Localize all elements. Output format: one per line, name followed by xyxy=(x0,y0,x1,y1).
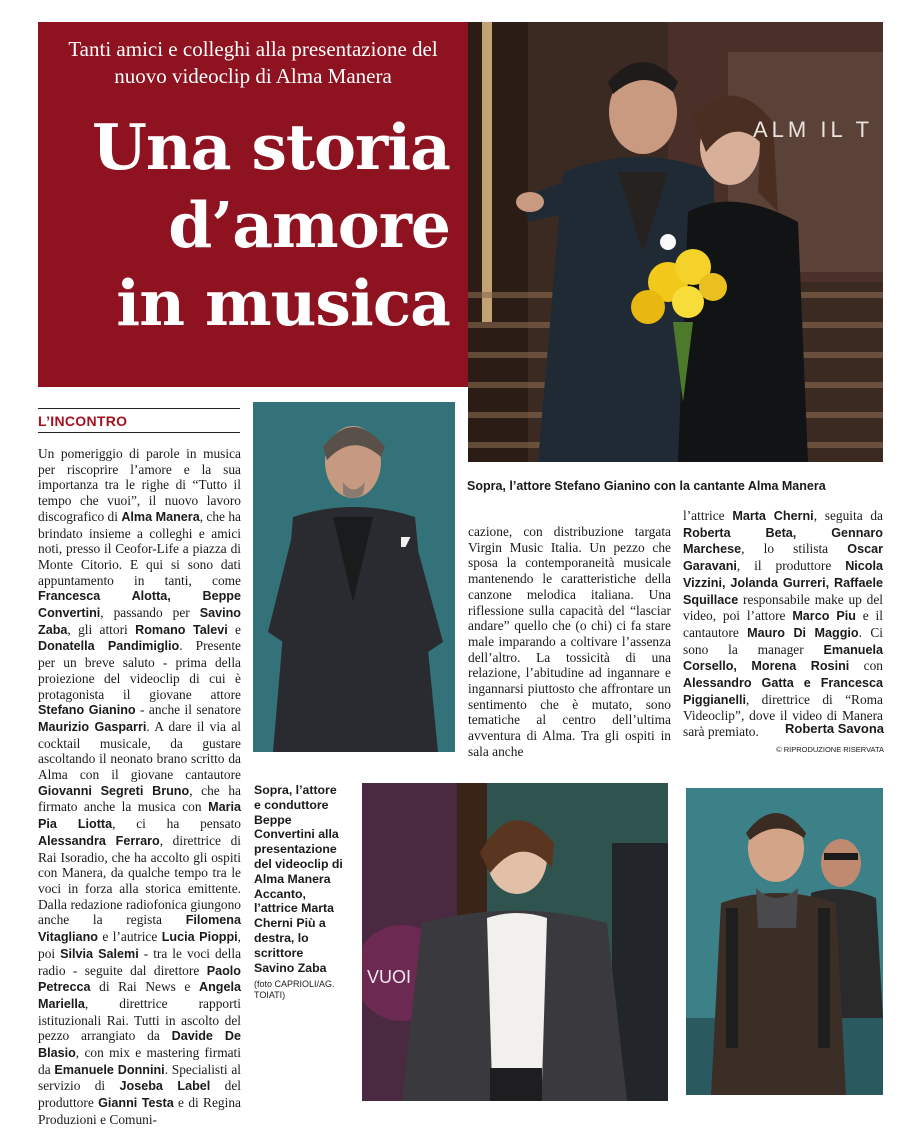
article-column-1 xyxy=(38,446,241,1128)
person-name: Emanuela Corsello, Morena Rosini xyxy=(683,642,883,674)
person-name: Maurizio Gasparri xyxy=(38,719,147,734)
person-name: Alessandro Gatta e Francesca Piggianelli xyxy=(683,676,883,707)
article-text: . A dare il via al cocktail musicale, da gustare ascoltando il neonato brano scritto da Alma con il giovane cantautore xyxy=(38,718,241,783)
person-name: Marta Cherni xyxy=(732,509,814,523)
person-name: Giovanni Segreti Bruno xyxy=(38,783,190,798)
photo-zaba xyxy=(686,788,883,1095)
article-column-2 xyxy=(468,524,671,760)
person-name: Marco Piu xyxy=(792,609,856,624)
person-name: Francesca Alotta, Beppe Convertini xyxy=(38,589,241,621)
person-name: Savino Zaba xyxy=(38,606,241,637)
article-text: , ci ha pensato xyxy=(112,816,241,832)
byline: Roberta Savona xyxy=(785,721,884,736)
photo-cherni xyxy=(362,783,668,1101)
article-text: . Ci sono la manager xyxy=(683,624,883,657)
person-name: Alma Manera xyxy=(121,509,200,524)
person-name: Alessandra Ferraro xyxy=(38,833,160,848)
article-text: con xyxy=(849,658,883,674)
headline-kicker: Tanti amici e colleghi alla presentazione del nuovo videoclip di Alma Manera xyxy=(68,37,438,88)
article-text: e l’autrice xyxy=(97,929,162,945)
person-name: Romano Talevi xyxy=(135,622,228,637)
person-name: Paolo Petrecca xyxy=(38,963,241,995)
signage-text: ALM IL T xyxy=(753,117,874,142)
person-name: Joseba Label xyxy=(119,1079,211,1094)
article-column-3 xyxy=(683,508,883,740)
article-text: l’attrice xyxy=(683,508,733,523)
person-name: Nicola Vizzini, Jolanda Gurreri, Raffaele Squillace xyxy=(683,559,883,607)
person-name: Donatella Pandimiglio xyxy=(38,639,180,654)
article-text: , che ha firmato anche la musica con xyxy=(38,782,241,815)
person-name: Filomena Vitagliano xyxy=(38,913,241,945)
article-text: e il cantautore xyxy=(683,608,883,640)
photo-credit: (foto CAPRIOLI/AG. TOIATI) xyxy=(254,979,335,1001)
person-name: Oscar Garavani xyxy=(683,542,883,574)
article-text: responsabile make up del video, poi l’attore xyxy=(683,591,883,624)
person-name: Stefano Gianino xyxy=(38,703,136,718)
signage-text: VUOI xyxy=(367,967,412,987)
person-name: Maria Pia Liotta xyxy=(38,800,241,832)
person-name: Silvia Salemi xyxy=(60,946,139,961)
article-text: , poi xyxy=(38,929,242,961)
article-text: , il produttore xyxy=(736,558,846,574)
article-text: di Rai News e xyxy=(90,979,199,995)
person-name: Roberta Beta, Gennaro Marchese xyxy=(683,525,883,557)
article-text: cazione, con distribuzione targata Virgin Music Italia. Un pezzo che sposa la contemporaneità musicale mantenendo le caratteristiche della canzone melodica italiana. Una riflessione sulla capacità del “lasciar andare” quello che (o chi) ci fa stare male imparando a coltivare l’assenza dell’altro. La tossicità di una relazione, l’abitudine ad ingannare e ingannarsi piuttosto che affrontare un sentimento che è mutato, sono tematiche al centro dell’ultima avventura di Alma. Tra gli ospiti in sala anche xyxy=(468,524,671,759)
article-text: e di Regina Produzioni e Comuni- xyxy=(38,1095,241,1127)
article-text: - anche il senatore xyxy=(135,702,241,718)
article-text: , direttrice di Rai Isoradio, che ha accolto gli ospiti con Manera, da qualche tempo tra le voci in forza alla storica emittente. Dalla redazione radiofonica giungono anche la regista xyxy=(38,832,241,928)
copyright-notice: © RIPRODUZIONE RISERVATA xyxy=(776,745,884,754)
article-text: , passando per xyxy=(100,605,200,621)
article-text: , gli attori xyxy=(67,621,136,637)
headline-title-line: in musica xyxy=(116,266,450,340)
person-name: Mauro Di Maggio xyxy=(747,625,859,640)
article-text: . Specialisti al servizio di xyxy=(38,1061,242,1094)
person-name: Davide De Blasio xyxy=(38,1029,241,1061)
photo-gianino-manera xyxy=(468,22,883,462)
person-name: Gianni Testa xyxy=(98,1096,174,1111)
headline-box xyxy=(38,22,468,387)
headline-title-line: Una storia xyxy=(91,110,450,184)
article-text: e xyxy=(227,621,241,637)
article-text: , con mix e mastering firmati da xyxy=(38,1045,241,1077)
person-name: Lucia Pioppi xyxy=(161,930,238,945)
photo-caption-top: Sopra, l’attore Stefano Gianino con la cantante Alma Manera xyxy=(467,479,826,493)
article-text: Un pomeriggio di parole in musica per riscoprire l’amore e la sua importanza tra le righe di “Tutto il tempo che vuoi”, il nuovo lavoro discografico di xyxy=(38,446,241,524)
person-name: Emanuele Donnini xyxy=(54,1062,165,1077)
section-label: L’INCONTRO xyxy=(38,408,240,433)
article-text: , seguita da xyxy=(813,508,884,523)
article-text: del produttore xyxy=(38,1078,241,1111)
side-caption xyxy=(254,783,344,1001)
article-text: - tra le voci della radio - seguite dal direttore xyxy=(38,945,242,978)
side-caption-text: Sopra, l’attore e conduttore Beppe Convertini alla presentazione del videoclip di Alma Manera Accanto, l’attrice Marta Cherni Più a destra, lo scrittore Savino Zaba xyxy=(254,783,343,975)
article-text: . Presente per un breve saluto - prima della proiezione del videoclip di cui è protagonista il giovane attore xyxy=(38,638,241,702)
headline-title xyxy=(56,108,450,342)
article-text: , lo stilista xyxy=(741,541,848,557)
photo-convertini xyxy=(253,402,455,752)
article-text: , direttrice di “Roma Videoclip”, dove il video di Manera sarà premiato. xyxy=(683,691,883,740)
article-text: , direttrice rapporti istituzionali Rai. Tutti in ascolto del pezzo arrangiato da xyxy=(38,995,241,1044)
headline-title-line: d’amore xyxy=(168,188,450,262)
article-text: , che ha brindato insieme a colleghi e amici noti, presso il Ceofor-Life a piazza di Monte Citorio. E qui si sono dati appuntamento in tanti, come xyxy=(38,508,241,588)
person-name: Angela Mariella xyxy=(38,980,241,1011)
